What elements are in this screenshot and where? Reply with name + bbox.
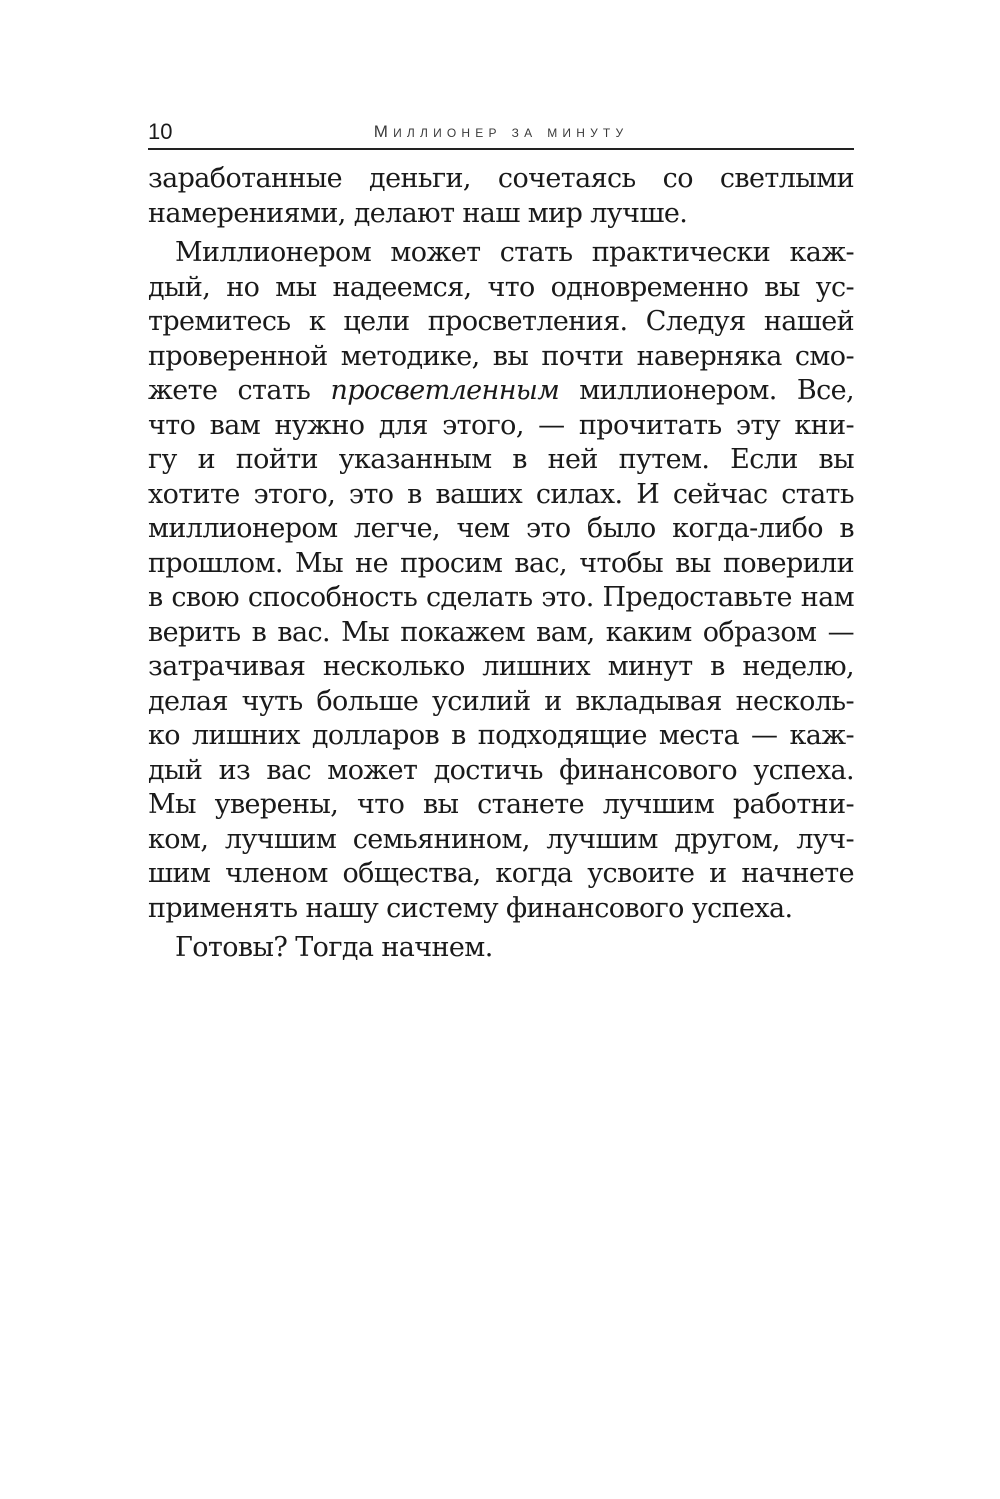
text-line: намерениями, делают наш мир лучше. <box>148 197 688 229</box>
text-line: миллионером легче, чем это было когда-либо в <box>148 513 854 544</box>
text-line-with-italic <box>148 374 854 409</box>
text-line: тремитесь к цели просветления. Следуя нашей <box>148 306 854 337</box>
text-line: применять нашу систему финансового успеха. <box>148 892 793 924</box>
italic-word: просветленным <box>330 375 560 406</box>
text-line: что вам нужно для этого, — прочитать эту кни- <box>148 409 854 441</box>
paragraph-3 <box>148 931 854 966</box>
text-line: дый, но мы надеемся, что одновременно вы ус- <box>148 271 854 303</box>
text-line: ком, лучшим семьянином, лучшим другом, луч- <box>148 823 854 855</box>
page-number: 10 <box>148 119 173 144</box>
book-page <box>148 118 854 966</box>
text-line: делая чуть больше усилий и вкладывая несколь- <box>148 685 854 717</box>
text-line: шим членом общества, когда усвоите и начнете <box>148 858 854 889</box>
text-line: ко лишних долларов в подходящие места — каж- <box>148 720 854 751</box>
text-line: заработанные деньги, сочетаясь со светлыми <box>148 163 854 194</box>
text-line: проверенной методике, вы почти наверняка смо- <box>148 340 854 372</box>
paragraph-2 <box>148 236 854 926</box>
paragraph-1 <box>148 162 854 231</box>
text-fragment: жете стать <box>148 375 331 406</box>
text-line: Миллионером может стать практически каж- <box>175 237 854 268</box>
text-line: дый из вас может достичь финансового успеха. <box>148 754 854 786</box>
text-line: верить в вас. Мы покажем вам, каким образом — <box>148 616 854 648</box>
text-line: прошлом. Мы не просим вас, чтобы вы поверили <box>148 547 854 579</box>
running-header <box>148 118 854 150</box>
text-line: Мы уверены, что вы станете лучшим работни- <box>148 789 854 820</box>
text-line: хотите этого, это в ваших силах. И сейчас стать <box>148 478 854 510</box>
text-line: гу и пойти указанным в ней путем. Если вы <box>148 444 854 475</box>
body-text <box>148 162 854 966</box>
text-line: Готовы? Тогда начнем. <box>175 932 493 963</box>
text-line: в свою способность сделать это. Предоставьте нам <box>148 582 854 613</box>
text-fragment: миллионером. Все, <box>559 375 854 406</box>
text-line: затрачивая несколько лишних минут в неделю, <box>148 651 854 682</box>
running-title: Миллионер за минуту <box>373 122 629 141</box>
